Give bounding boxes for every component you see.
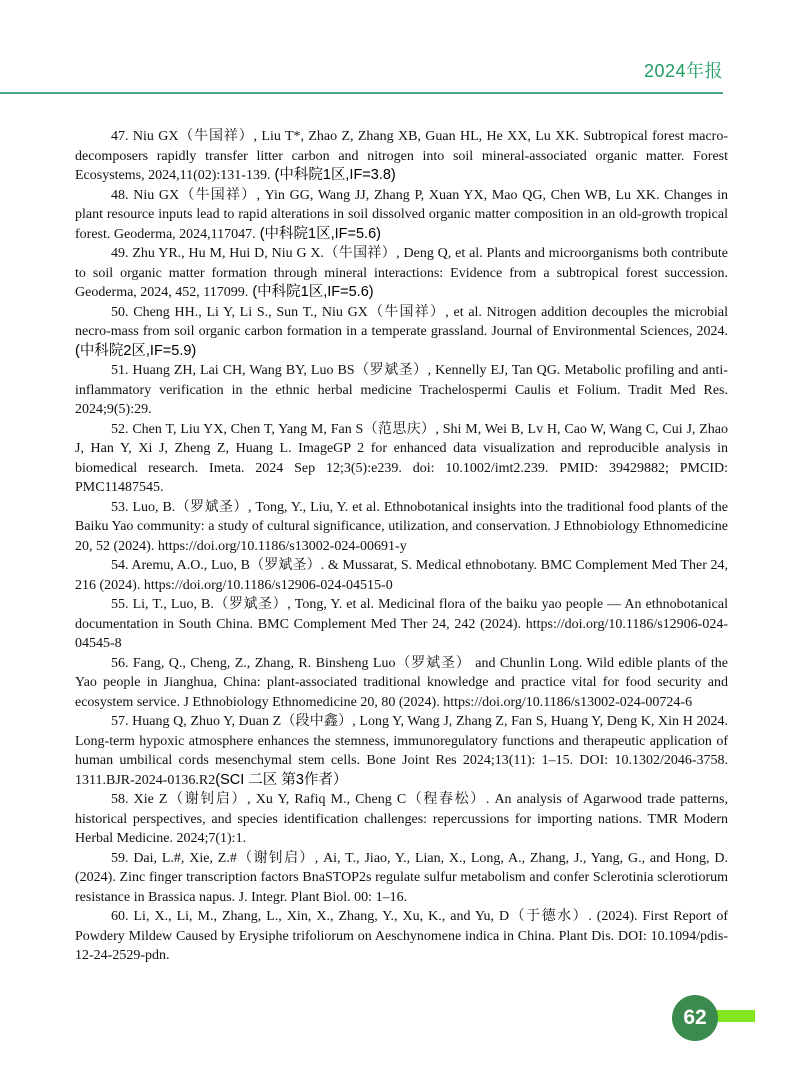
- reference-item-56: [75, 654, 728, 713]
- reference-text: 57. Huang Q, Zhuo Y, Duan Z（段中鑫）, Long Y, Wang J, Zhang Z, Fan S, Huang Y, Deng K, Xin H 2024. Long-term hypoxic atmosphere enhances the stemness, immunoregulatory functions and therapeutic application of human umbilical cords mesenchymal stem cells. Bone Joint Res 2024;13(11): 1–15. DOI: 10.1302/2046-3758. 1311.BJR-2024-0136.R2: [75, 714, 728, 788]
- reference-item-48: [75, 186, 728, 245]
- reference-text: 59. Dai, L.#, Xie, Z.#（谢钊启）, Ai, T., Jiao, Y., Lian, X., Long, A., Zhang, J., Yang, G., and Hong, D. (2024). Zinc finger transcription factors BnaSTOP2s regulate sulfur metabolism and confer Sclerotinia sclerotiorum resistance in Brassica napus. J. Integr. Plant Biol. 00: 1–16.: [75, 850, 728, 905]
- reference-item-57: [75, 712, 728, 790]
- reference-item-60: [75, 907, 728, 966]
- reference-item-47: [75, 127, 728, 186]
- journal-metric: (中科院1区,IF=5.6): [248, 284, 374, 300]
- reference-text: 55. Li, T., Luo, B.（罗斌圣）, Tong, Y. et al. Medicinal flora of the baiku yao people — An ethnobotanical documentation in South China. BMC Complement Med Ther 24, 242 (2024). https://doi.org/10.1186/s12906-024-04545-8: [75, 597, 728, 651]
- reference-item-58: [75, 790, 728, 849]
- reference-text: 51. Huang ZH, Lai CH, Wang BY, Luo BS（罗斌圣）, Kennelly EJ, Tan QG. Metabolic profiling and anti-inflammatory verification in the ethnic herbal medicine Trachelospermi Caulis et Folium. Tradit Med Res. 2024;9(5):29.: [75, 363, 728, 417]
- reference-item-51: [75, 361, 728, 420]
- reference-text: 50. Cheng HH., Li Y, Li S., Sun T., Niu GX（牛国祥）, et al. Nitrogen addition decouples the microbial necro-mass from soil organic carbon formation in a temperate grassland. Journal of Environmental Sciences, 2024.: [75, 304, 728, 339]
- header-rule: [0, 92, 723, 94]
- page-number: 62: [683, 1006, 707, 1029]
- reference-text: 48. Niu GX（牛国祥）, Yin GG, Wang JJ, Zhang P, Xuan YX, Mao QG, Chen WB, Lu XK. Changes in plant resource inputs lead to rapid alterations in soil dissolved organic matter composition in an old-growth tropical forest. Geoderma, 2024,117047.: [75, 187, 728, 242]
- reference-text: 53. Luo, B.（罗斌圣）, Tong, Y., Liu, Y. et al. Ethnobotanical insights into the traditional food plants of the Baiku Yao community: a study of cultural significance, utilization, and conservation. J Ethnobiology Ethnomedicine 20, 52 (2024). https://doi.org/10.1186/s13002-024-00691-y: [75, 499, 728, 554]
- report-year-title: 2024年报: [643, 61, 723, 81]
- journal-metric: (中科院1区,IF=3.8): [270, 167, 396, 183]
- reference-item-49: [75, 244, 728, 303]
- journal-metric: (中科院2区,IF=5.9): [75, 342, 197, 359]
- reference-text: 60. Li, X., Li, M., Zhang, L., Xin, X., Zhang, Y., Xu, K., and Yu, D（于德水）. (2024). First Report of Powdery Mildew Caused by Erysiphe trifoliorum on Aeschynomene indica in China. Plant Dis. DOI: 10.1094/pdis-12-24-2529-pdn.: [75, 909, 728, 963]
- reference-item-53: [75, 498, 728, 557]
- references-list: [75, 127, 728, 966]
- journal-metric: (SCI 二区 第3作者）: [215, 771, 348, 788]
- journal-metric: (中科院1区,IF=5.6): [255, 225, 381, 242]
- reference-text: 47. Niu GX（牛国祥）, Liu T*, Zhao Z, Zhang XB, Guan HL, He XX, Lu XK. Subtropical forest macro-decomposers rapidly transfer litter carbon and nitrogen into soil mineral-associated organic matter. Forest Ecosystems, 2024,11(02):131-139.: [75, 129, 728, 183]
- reference-text: 58. Xie Z（谢钊启）, Xu Y, Rafiq M., Cheng C（程春松）. An analysis of Agarwood trade patterns, historical perspectives, and species identification challenges: repercussions for importing nations. TMR Modern Herbal Medicine. 2024;7(1):1.: [75, 792, 728, 846]
- reference-text: 52. Chen T, Liu YX, Chen T, Yang M, Fan S（范思庆）, Shi M, Wei B, Lv H, Cao W, Wang C, Cui J, Zhao J, Han Y, Xi J, Zheng Z, Huang L. ImageGP 2 for enhanced data visualization and reproducible analysis in biomedical research. Imeta. 2024 Sep 12;3(5):e239. doi: 10.1002/imt2.239. PMID: 39429882; PMCID: PMC11487545.: [75, 421, 728, 495]
- reference-text: 49. Zhu YR., Hu M, Hui D, Niu G X.（牛国祥）, Deng Q, et al. Plants and microorganisms both contribute to soil organic matter formation through mineral interactions: Evidence from a subtropical forest succession. Geoderma, 2024, 452, 117099.: [75, 246, 728, 300]
- reference-item-59: [75, 849, 728, 908]
- reference-text: 54. Aremu, A.O., Luo, B（罗斌圣）. & Mussarat, S. Medical ethnobotany. BMC Complement Med Ther 24, 216 (2024). https://doi.org/10.1186/s12906-024-04515-0: [75, 558, 728, 593]
- reference-text: 56. Fang, Q., Cheng, Z., Zhang, R. Binsheng Luo（罗斌圣） and Chunlin Long. Wild edible plants of the Yao people in Jianghua, China: plant-associated traditional knowledge and practice vital for food security and ecosystem service. J Ethnobiology Ethnomedicine 20, 80 (2024). https://doi.org/10.1186/s13002-024-00724-6: [75, 655, 728, 710]
- reference-item-54: [75, 556, 728, 595]
- reference-item-55: [75, 595, 728, 654]
- reference-item-50: [75, 303, 728, 362]
- reference-item-52: [75, 420, 728, 498]
- page-number-badge: [672, 995, 718, 1041]
- page-number-accent-bar: [714, 1010, 755, 1022]
